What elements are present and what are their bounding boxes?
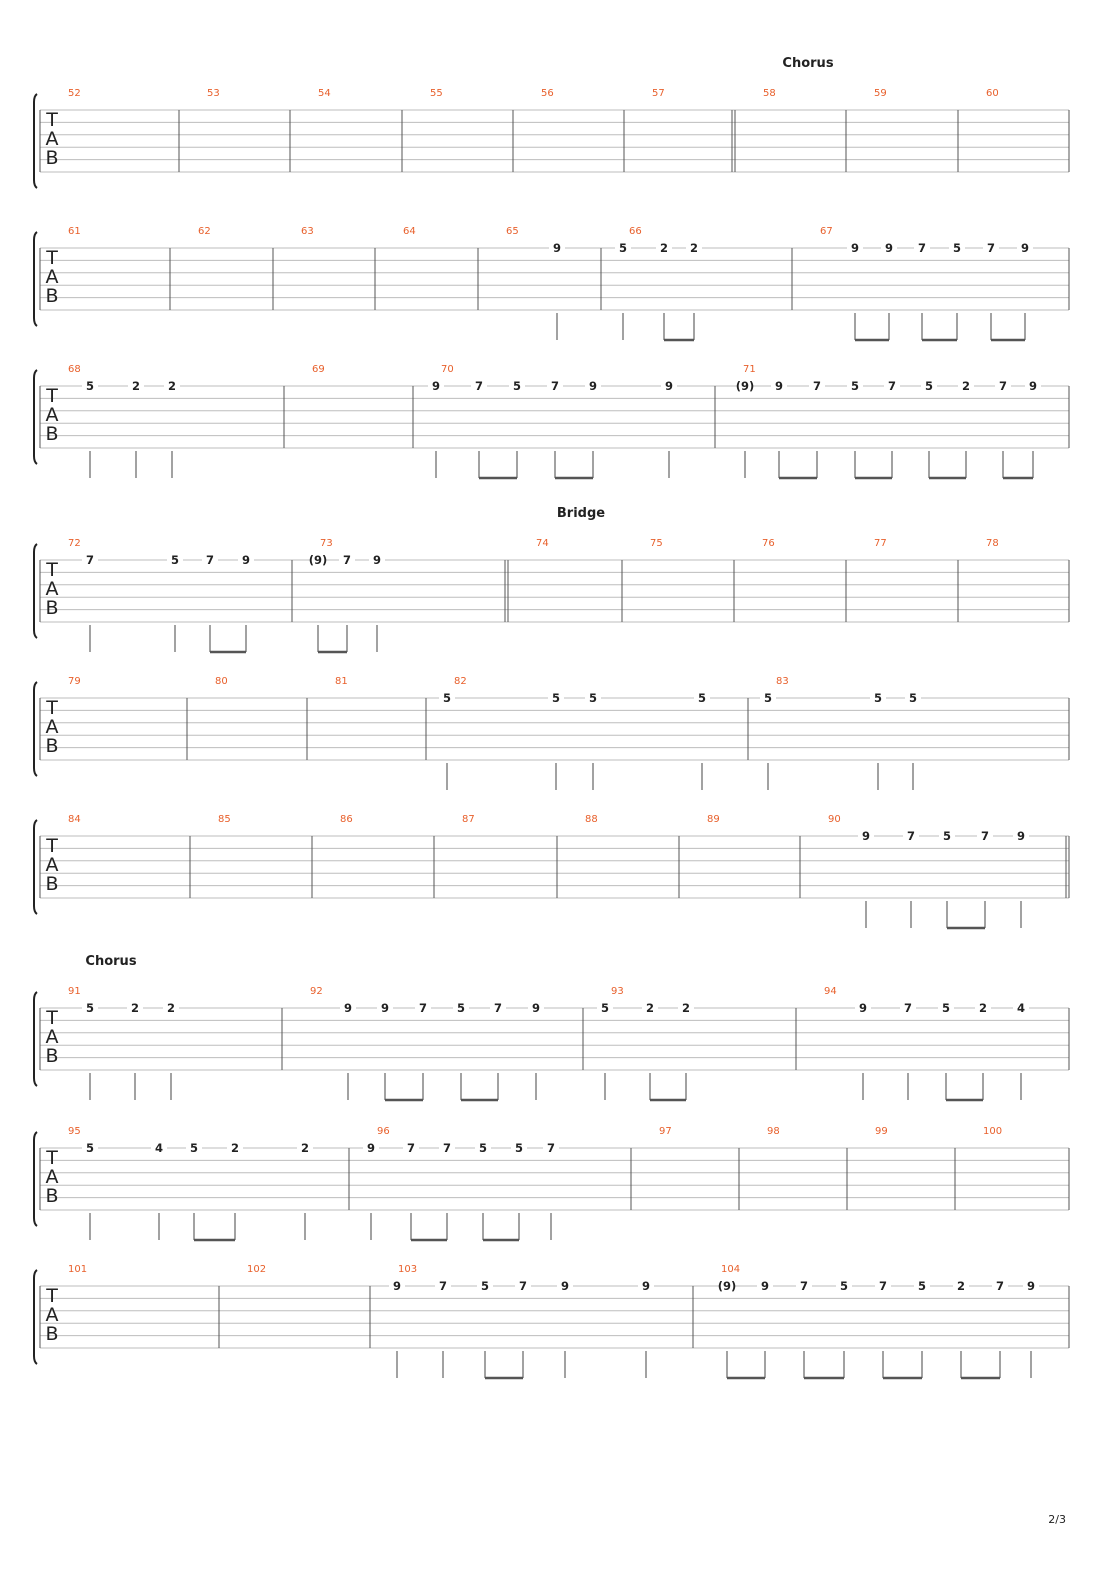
section-label: Chorus [85,954,137,969]
fret-number: 9 [850,241,860,255]
tab-system [34,506,1069,652]
fret-number: 9 [861,829,871,843]
measure-number: 54 [318,88,331,99]
measure-number: 98 [767,1126,780,1137]
fret-number: (9) [735,379,755,393]
tab-clef-letter: T [46,385,58,407]
measure-number: 94 [824,986,837,997]
tab-system [34,364,1069,478]
system-bracket [34,370,37,464]
fret-number: 7 [438,1279,448,1293]
fret-number: 5 [600,1001,610,1015]
measure-number: 96 [377,1126,390,1137]
fret-number: 7 [887,379,897,393]
system-bracket [34,1270,37,1364]
tab-clef-letter: A [45,404,59,426]
measure-number: 61 [68,226,81,237]
measure-number: 80 [215,676,228,687]
fret-number: (9) [308,553,328,567]
measure-number: 63 [301,226,314,237]
measure-number: 58 [763,88,776,99]
fret-number: 5 [478,1141,488,1155]
tab-clef-letter: A [45,266,59,288]
measure-number: 73 [320,538,333,549]
measure-number: 74 [536,538,549,549]
fret-number: 2 [166,1001,176,1015]
fret-number: 5 [873,691,883,705]
tab-clef-letter: B [45,1323,59,1345]
fret-number: 5 [588,691,598,705]
fret-number: 5 [942,829,952,843]
fret-number: 5 [551,691,561,705]
fret-number: 7 [995,1279,1005,1293]
fret-number: 7 [342,553,352,567]
tab-clef-letter: T [46,835,58,857]
measure-number: 79 [68,676,81,687]
fret-number: 9 [241,553,251,567]
fret-number: 7 [903,1001,913,1015]
fret-number: 9 [380,1001,390,1015]
measure-number: 72 [68,538,81,549]
fret-number: 7 [986,241,996,255]
fret-number: 5 [514,1141,524,1155]
fret-number: 9 [760,1279,770,1293]
fret-number: 5 [952,241,962,255]
measure-number: 86 [340,814,353,825]
fret-number: 2 [689,241,699,255]
fret-number: 9 [774,379,784,393]
measure-number: 56 [541,88,554,99]
fret-number: 7 [418,1001,428,1015]
fret-number: 9 [1028,379,1038,393]
measure-number: 76 [762,538,775,549]
fret-number: 5 [85,1141,95,1155]
score [34,56,1069,1378]
measure-number: 64 [403,226,416,237]
fret-number: 9 [1020,241,1030,255]
measure-number: 66 [629,226,642,237]
measure-number: 92 [310,986,323,997]
fret-number: 5 [85,379,95,393]
measure-number: 71 [743,364,756,375]
tab-clef-letter: A [45,128,59,150]
measure-number: 103 [398,1264,418,1275]
fret-number: 5 [618,241,628,255]
fret-number: 9 [531,1001,541,1015]
fret-number: 5 [456,1001,466,1015]
tab-clef-letter: A [45,1026,59,1048]
fret-number: 2 [956,1279,966,1293]
fret-number: 9 [392,1279,402,1293]
fret-number: 5 [924,379,934,393]
system-bracket [34,94,37,188]
fret-number: 5 [512,379,522,393]
fret-number: 5 [941,1001,951,1015]
fret-number: 9 [858,1001,868,1015]
fret-number: 2 [130,1001,140,1015]
measure-number: 95 [68,1126,81,1137]
measure-number: 88 [585,814,598,825]
fret-number: 7 [406,1141,416,1155]
tab-system [34,814,1069,928]
tab-clef-letter: A [45,578,59,600]
fret-number: 5 [442,691,452,705]
measure-number: 97 [659,1126,672,1137]
fret-number: (9) [717,1279,737,1293]
fret-number: 4 [154,1141,164,1155]
measure-number: 102 [247,1264,267,1275]
measure-number: 90 [828,814,841,825]
fret-number: 7 [799,1279,809,1293]
fret-number: 7 [85,553,95,567]
fret-number: 2 [659,241,669,255]
fret-number: 9 [664,379,674,393]
fret-number: 9 [1016,829,1026,843]
fret-number: 7 [546,1141,556,1155]
fret-number: 2 [167,379,177,393]
fret-number: 7 [906,829,916,843]
fret-number: 9 [588,379,598,393]
fret-number: 2 [645,1001,655,1015]
fret-number: 9 [641,1279,651,1293]
measure-number: 84 [68,814,81,825]
fret-number: 5 [697,691,707,705]
measure-number: 78 [986,538,999,549]
tab-clef-letter: B [45,1185,59,1207]
fret-number: 4 [1016,1001,1026,1015]
fret-number: 9 [366,1141,376,1155]
tab-system [34,1126,1069,1240]
tab-system [34,676,1069,790]
fret-number: 2 [131,379,141,393]
system-bracket [34,1132,37,1226]
tab-clef-letter: A [45,1304,59,1326]
tab-system [34,226,1069,340]
tab-clef-letter: B [45,1045,59,1067]
measure-number: 59 [874,88,887,99]
tab-clef-letter: B [45,735,59,757]
measure-number: 55 [430,88,443,99]
system-bracket [34,682,37,776]
fret-number: 2 [961,379,971,393]
tab-clef-letter: A [45,1166,59,1188]
section-label: Bridge [556,506,606,521]
tab-clef-letter: A [45,716,59,738]
fret-number: 7 [550,379,560,393]
system-bracket [34,992,37,1086]
fret-number: 7 [878,1279,888,1293]
tab-clef-letter: T [46,697,58,719]
fret-number: 7 [442,1141,452,1155]
measure-number: 53 [207,88,220,99]
measure-number: 68 [68,364,81,375]
fret-number: 5 [917,1279,927,1293]
fret-number: 2 [300,1141,310,1155]
tab-clef-letter: B [45,597,59,619]
measure-number: 69 [312,364,325,375]
tab-system [34,954,1069,1100]
fret-number: 5 [85,1001,95,1015]
tab-clef-letter: B [45,873,59,895]
fret-number: 9 [1026,1279,1036,1293]
tab-clef-letter: B [45,423,59,445]
measure-number: 60 [986,88,999,99]
tab-clef-letter: T [46,1147,58,1169]
measure-number: 67 [820,226,833,237]
tab-clef-letter: T [46,1007,58,1029]
fret-number: 5 [908,691,918,705]
fret-number: 7 [493,1001,503,1015]
fret-number: 2 [230,1141,240,1155]
measure-number: 93 [611,986,624,997]
measure-number: 81 [335,676,348,687]
measure-number: 70 [441,364,454,375]
measure-number: 75 [650,538,663,549]
fret-number: 7 [518,1279,528,1293]
tab-clef-letter: B [45,285,59,307]
system-bracket [34,820,37,914]
tab-system [34,1264,1069,1378]
tab-clef-letter: T [46,559,58,581]
tab-clef-letter: B [45,147,59,169]
fret-number: 7 [812,379,822,393]
measure-number: 62 [198,226,211,237]
fret-number: 5 [480,1279,490,1293]
measure-number: 87 [462,814,475,825]
measure-number: 89 [707,814,720,825]
fret-number: 7 [917,241,927,255]
measure-number: 52 [68,88,81,99]
measure-number: 91 [68,986,81,997]
fret-number: 2 [978,1001,988,1015]
fret-number: 9 [343,1001,353,1015]
measure-number: 65 [506,226,519,237]
fret-number: 9 [372,553,382,567]
fret-number: 9 [884,241,894,255]
tab-clef-letter: A [45,854,59,876]
fret-number: 2 [681,1001,691,1015]
measure-number: 99 [875,1126,888,1137]
section-label: Chorus [782,56,834,71]
fret-number: 7 [474,379,484,393]
measure-number: 104 [721,1264,741,1275]
tab-clef-letter: T [46,109,58,131]
system-bracket [34,232,37,326]
fret-number: 9 [552,241,562,255]
fret-number: 5 [170,553,180,567]
measure-number: 101 [68,1264,88,1275]
page-number: 2/3 [1048,1513,1066,1526]
tab-clef-letter: T [46,1285,58,1307]
fret-number: 7 [998,379,1008,393]
measure-number: 85 [218,814,231,825]
fret-number: 5 [763,691,773,705]
measure-number: 77 [874,538,887,549]
fret-number: 9 [560,1279,570,1293]
tab-system [34,56,1069,188]
measure-number: 82 [454,676,467,687]
fret-number: 7 [980,829,990,843]
tab-clef-letter: T [46,247,58,269]
system-bracket [34,544,37,638]
fret-number: 5 [850,379,860,393]
fret-number: 9 [431,379,441,393]
measure-number: 83 [776,676,789,687]
fret-number: 7 [205,553,215,567]
measure-number: 100 [983,1126,1003,1137]
measure-number: 57 [652,88,665,99]
fret-number: 5 [189,1141,199,1155]
fret-number: 5 [839,1279,849,1293]
